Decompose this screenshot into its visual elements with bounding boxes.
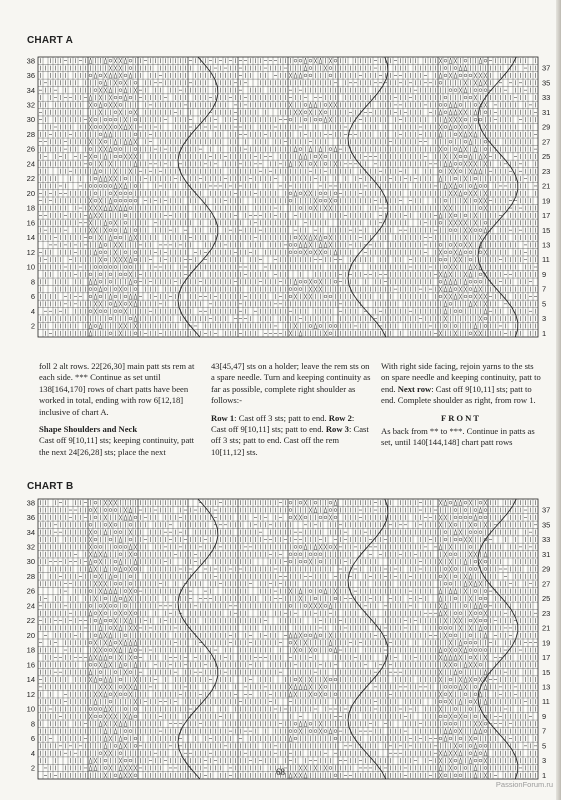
row-number-left: 14 bbox=[26, 233, 35, 243]
row-number-left: 26 bbox=[26, 586, 35, 596]
instructions-paragraph bbox=[381, 361, 541, 407]
row-3-text: : Cast off 3 sts; patt to end. Cast off the rem 10[11,12] sts. bbox=[211, 424, 369, 457]
row-number-right: 5 bbox=[542, 299, 547, 309]
grid-lines bbox=[38, 57, 538, 337]
row-number-left: 20 bbox=[26, 188, 35, 198]
row-number-left: 22 bbox=[26, 174, 35, 184]
chart-b bbox=[14, 495, 554, 785]
instructions-column-2 bbox=[211, 361, 371, 464]
page-number: 68 bbox=[276, 767, 285, 777]
row-number-left: 32 bbox=[26, 100, 35, 110]
row-number-right: 3 bbox=[542, 314, 547, 324]
row-number-left: 14 bbox=[26, 675, 35, 685]
instructions-row-list bbox=[211, 413, 371, 459]
row-1-text: : Cast off 3 sts; patt to end. bbox=[234, 412, 329, 423]
chart-b-title: CHART B bbox=[27, 481, 74, 492]
row-number-left: 36 bbox=[26, 513, 35, 523]
row-number-right: 29 bbox=[542, 564, 551, 574]
row-number-left: 8 bbox=[30, 719, 35, 729]
row-number-right: 21 bbox=[542, 181, 551, 191]
row-number-right: 29 bbox=[542, 122, 551, 132]
instructions-paragraph: Cast off 9[10,11] sts; keeping continuity, patt the next 24[26,28] sts; place the next bbox=[39, 435, 195, 457]
row-number-right: 33 bbox=[542, 535, 551, 545]
next-row-label: Next row bbox=[397, 383, 432, 394]
row-number-right: 7 bbox=[542, 284, 547, 294]
row-number-left: 30 bbox=[26, 115, 35, 125]
row-number-left: 4 bbox=[30, 748, 35, 758]
row-number-right: 37 bbox=[542, 505, 551, 515]
row-number-right: 37 bbox=[542, 63, 551, 73]
row-number-left: 18 bbox=[26, 203, 35, 213]
row-number-right: 7 bbox=[542, 726, 547, 736]
row-number-right: 31 bbox=[542, 107, 551, 117]
grid-lines bbox=[38, 499, 538, 779]
row-number-left: 16 bbox=[26, 218, 35, 228]
row-number-right: 21 bbox=[542, 623, 551, 633]
p-end: : Cast off 9[10,11] sts; patt to end. Complete shoulder as right, from row 1. bbox=[381, 383, 536, 406]
row-number-right: 3 bbox=[542, 756, 547, 766]
row-number-right: 15 bbox=[542, 225, 551, 235]
row-number-left: 28 bbox=[26, 129, 35, 139]
row-number-right: 35 bbox=[542, 520, 551, 530]
instructions-paragraph: foll 2 alt rows. 22[26,30] main patt sts rem at each side. *** Continue as set until 138[164,170] rows of chart patts have been worked in total, ending with row 6[12,18] inclusive of chart A. bbox=[39, 361, 195, 417]
row-3-label: Row 3 bbox=[325, 424, 349, 435]
row-number-right: 19 bbox=[542, 638, 551, 648]
row-number-left: 2 bbox=[30, 321, 35, 331]
row-number-right: 17 bbox=[542, 653, 551, 663]
section-heading-front: FRONT bbox=[440, 412, 482, 423]
row-number-right: 1 bbox=[542, 770, 547, 780]
row-number-left: 26 bbox=[26, 144, 35, 154]
row-number-left: 2 bbox=[30, 763, 35, 773]
row-number-left: 30 bbox=[26, 557, 35, 567]
row-number-left: 10 bbox=[26, 704, 35, 714]
row-number-left: 4 bbox=[30, 306, 35, 316]
chart-a bbox=[14, 53, 554, 343]
row-number-right: 31 bbox=[542, 549, 551, 559]
row-number-right: 35 bbox=[542, 78, 551, 88]
instructions-column-3 bbox=[381, 361, 541, 455]
row-number-right: 11 bbox=[542, 697, 550, 707]
row-number-left: 22 bbox=[26, 616, 35, 626]
row-number-right: 33 bbox=[542, 93, 551, 103]
row-number-right: 9 bbox=[542, 269, 547, 279]
row-number-left: 34 bbox=[26, 527, 35, 537]
row-number-left: 16 bbox=[26, 660, 35, 670]
row-number-right: 5 bbox=[542, 741, 547, 751]
row-number-left: 34 bbox=[26, 85, 35, 95]
row-number-left: 32 bbox=[26, 542, 35, 552]
p-start: With right side facing, rejoin yarns to the sts on spare needle and keeping continuity, patt to end. bbox=[381, 361, 541, 394]
row-number-left: 12 bbox=[26, 689, 35, 699]
row-number-right: 13 bbox=[542, 682, 551, 692]
chart-grid-svg bbox=[14, 495, 554, 785]
row-number-right: 25 bbox=[542, 152, 551, 162]
row-number-left: 24 bbox=[26, 601, 35, 611]
page-spine-shadow bbox=[556, 0, 561, 800]
chart-grid-svg bbox=[14, 53, 554, 343]
row-number-right: 19 bbox=[542, 196, 551, 206]
row-1-label: Row 1 bbox=[211, 412, 235, 423]
instructions-column-1 bbox=[39, 361, 199, 464]
row-number-right: 27 bbox=[542, 137, 551, 147]
row-number-left: 6 bbox=[30, 292, 35, 302]
row-number-left: 36 bbox=[26, 71, 35, 81]
row-number-left: 18 bbox=[26, 645, 35, 655]
section-heading-shoulders: Shape Shoulders and Neck bbox=[39, 424, 138, 435]
instructions-paragraph: As back from ** to ***. Continue in patts as set, until 140[144,148] chart patt rows bbox=[381, 426, 535, 448]
row-number-left: 28 bbox=[26, 571, 35, 581]
row-number-right: 1 bbox=[542, 328, 547, 338]
row-2-text: : Cast off 9[10,11] sts; patt to end. bbox=[211, 412, 355, 435]
row-number-right: 23 bbox=[542, 166, 551, 176]
row-number-right: 17 bbox=[542, 211, 551, 221]
instructions-paragraph: 43[45,47] sts on a holder; leave the rem sts on a spare needle. Turn and keeping continuity as far as possible, complete right shoulder as follows:- bbox=[211, 361, 371, 406]
row-number-right: 9 bbox=[542, 711, 547, 721]
row-number-left: 38 bbox=[26, 56, 35, 66]
row-number-right: 25 bbox=[542, 594, 551, 604]
watermark-text: PassionForum.ru bbox=[495, 780, 553, 789]
row-number-right: 27 bbox=[542, 579, 551, 589]
row-2-label: Row 2 bbox=[328, 412, 352, 423]
row-number-right: 11 bbox=[542, 255, 550, 265]
row-number-right: 15 bbox=[542, 667, 551, 677]
row-number-left: 24 bbox=[26, 159, 35, 169]
row-number-right: 23 bbox=[542, 608, 551, 618]
row-number-left: 12 bbox=[26, 247, 35, 257]
row-number-left: 6 bbox=[30, 734, 35, 744]
chart-a-title: CHART A bbox=[27, 35, 74, 46]
row-number-left: 20 bbox=[26, 630, 35, 640]
row-number-right: 13 bbox=[542, 240, 551, 250]
row-number-left: 8 bbox=[30, 277, 35, 287]
row-number-left: 10 bbox=[26, 262, 35, 272]
row-number-left: 38 bbox=[26, 498, 35, 508]
